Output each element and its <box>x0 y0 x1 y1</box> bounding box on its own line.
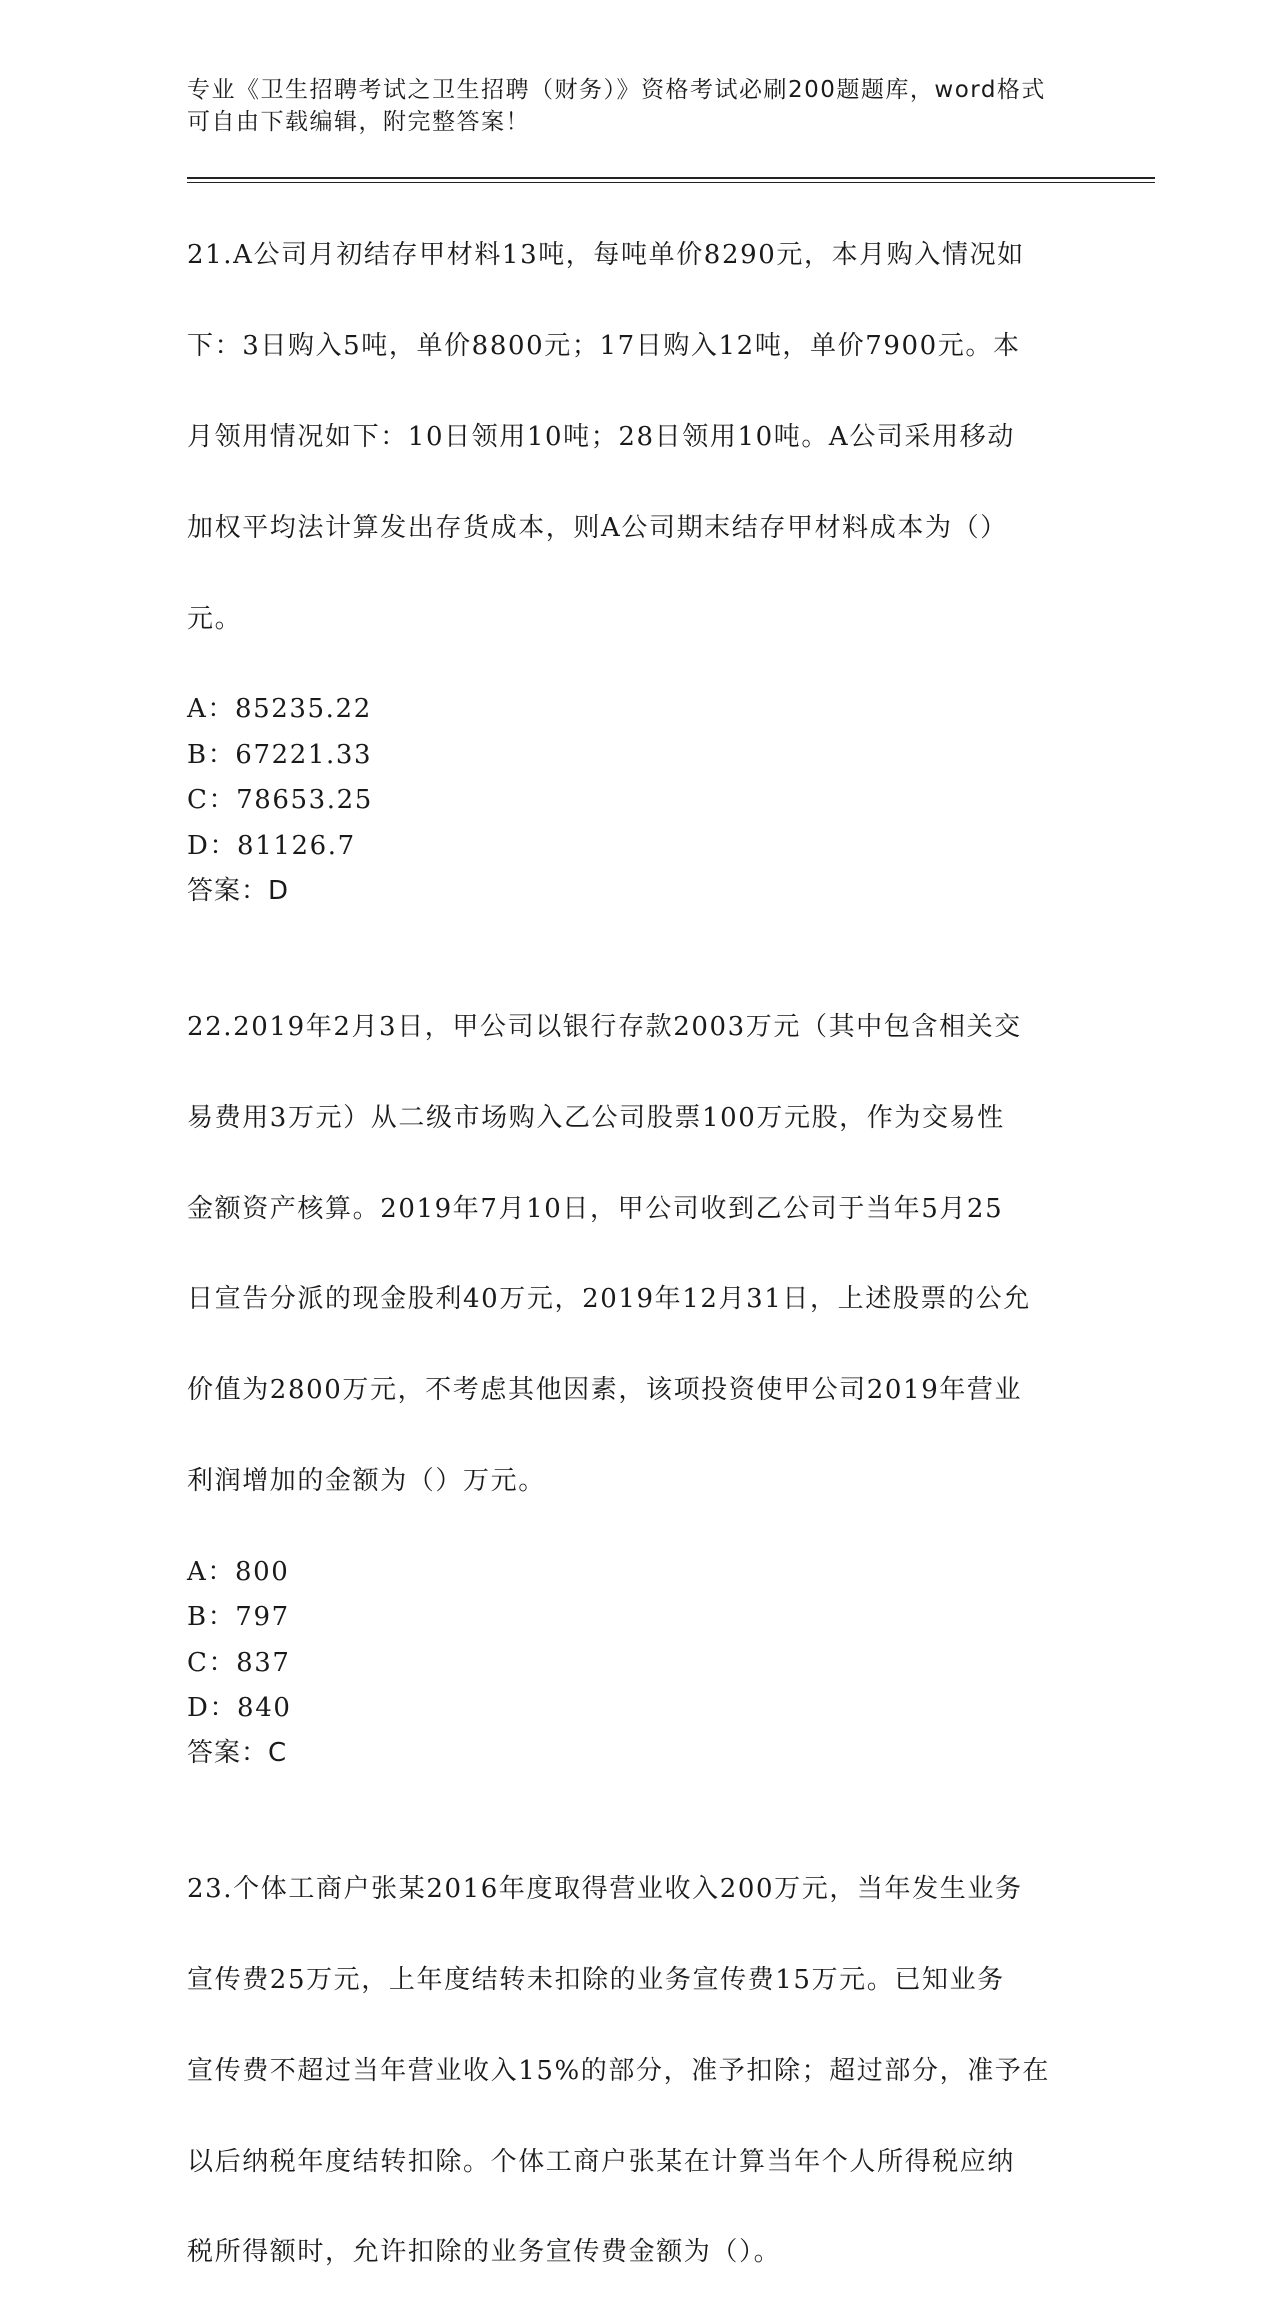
stem-line: 利润增加的金额为（）万元。 <box>187 1465 546 1496</box>
stem-line: 日宣告分派的现金股利40万元，2019年12月31日，上述股票的公允 <box>187 1284 1031 1315</box>
option-c: C：837 <box>187 1647 291 1678</box>
header-line-1: 专业《卫生招聘考试之卫生招聘（财务）》资格考试必刷200题题库，word格式 <box>187 77 1046 103</box>
option-b: B：67221.33 <box>187 739 373 770</box>
option-b: B：797 <box>187 1602 290 1633</box>
question-stem <box>187 960 1067 1550</box>
question-spacer <box>187 915 1067 960</box>
stem-line: 宣传费不超过当年营业收入15%的部分，准予扣除；超过部分，准予在 <box>187 2055 1050 2086</box>
stem-line: 价值为2800万元，不考虑其他因素，该项投资使甲公司2019年营业 <box>187 1375 1023 1406</box>
option-c: C：78653.25 <box>187 785 373 816</box>
stem-line: 以后纳税年度结转扣除。个体工商户张某在计算当年个人所得税应纳 <box>187 2146 1016 2177</box>
option-a: A：85235.22 <box>187 694 372 725</box>
stem-line: 金额资产核算。2019年7月10日，甲公司收到乙公司于当年5月25 <box>187 1193 1004 1224</box>
question-21 <box>187 188 1067 915</box>
stem-line: 21.A公司月初结存甲材料13吨，每吨单价8290元，本月购入情况如 <box>187 240 1025 271</box>
question-stem <box>187 188 1067 687</box>
answer-line: 答案：D <box>187 876 290 907</box>
option-d: D：840 <box>187 1693 292 1723</box>
stem-line: 月领用情况如下：10日领用10吨；28日领用10吨。A公司采用移动 <box>187 422 1015 453</box>
stem-line: 下：3日购入5吨，单价8800元；17日购入12吨，单价7900元。本 <box>187 331 1021 362</box>
header-line-2: 可自由下载编辑，附完整答案！ <box>187 109 530 135</box>
stem-line: 元。 <box>187 603 243 634</box>
stem-line: 税所得额时，允许扣除的业务宣传费金额为（）。 <box>187 2237 782 2268</box>
stem-line: 易费用3万元）从二级市场购入乙公司股票100万元股，作为交易性 <box>187 1102 1005 1133</box>
header-rule-thick <box>187 177 1155 179</box>
stem-line: 22.2019年2月3日，甲公司以银行存款2003万元（其中包含相关交 <box>187 1011 1022 1042</box>
question-stem <box>187 1822 1067 2321</box>
question-22 <box>187 960 1067 1777</box>
question-23 <box>187 1822 1067 2321</box>
stem-line: 宣传费25万元，上年度结转未扣除的业务宣传费15万元。已知业务 <box>187 1965 1005 1996</box>
document-header <box>187 74 1067 138</box>
option-d: D：81126.7 <box>187 830 356 861</box>
option-a: A：800 <box>187 1556 290 1587</box>
question-spacer <box>187 1777 1067 1822</box>
stem-line: 加权平均法计算发出存货成本，则A公司期末结存甲材料成本为（） <box>187 512 1008 543</box>
answer-line: 答案：C <box>187 1738 288 1769</box>
stem-line: 23.个体工商户张某2016年度取得营业收入200万元，当年发生业务 <box>187 1874 1023 1905</box>
question-list <box>187 188 1067 2321</box>
header-rule-thin <box>187 182 1155 183</box>
